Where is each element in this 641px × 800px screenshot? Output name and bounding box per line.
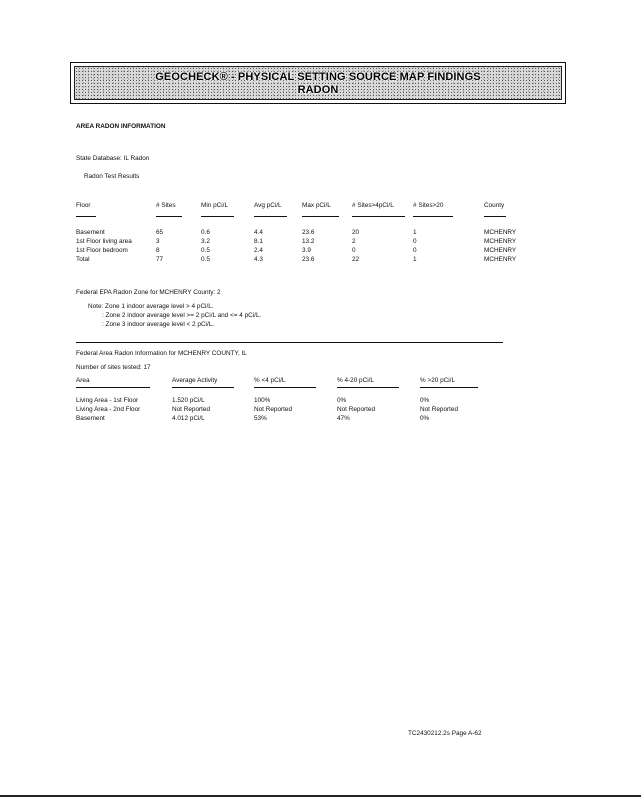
rule-sites: [156, 216, 182, 217]
cell-county: MCHENRY: [484, 256, 517, 263]
cell-area: Basement: [76, 415, 105, 422]
cell-min: 0.6: [201, 229, 210, 236]
col-lt4: % <4 pCi/L: [254, 377, 286, 384]
col-sites-4: # Sites>4pCi/L: [352, 202, 394, 209]
cell-max: 3.9: [302, 247, 311, 254]
cell-min: 3.2: [201, 238, 210, 245]
cell-area: Living Area - 1st Floor: [76, 397, 139, 404]
federal-title: Federal Area Radon Information for MCHENRY COUNTY, IL: [76, 350, 247, 357]
banner-title: GEOCHECK® - PHYSICAL SETTING SOURCE MAP FINDINGS: [155, 71, 481, 83]
cell-gt20: 0%: [420, 415, 430, 422]
state-database: State Database: IL Radon: [76, 155, 150, 162]
cell-county: MCHENRY: [484, 247, 517, 254]
cell-4-20: 0%: [337, 397, 347, 404]
cell-sites-20: 1: [413, 229, 417, 236]
epa-zone: Federal EPA Radon Zone for MCHENRY County: 2: [76, 289, 221, 296]
cell-avg: 2.4: [254, 247, 263, 254]
page-bottom-rule: [0, 795, 641, 797]
rule-avg: [254, 216, 287, 217]
cell-avg: 8.1: [254, 238, 263, 245]
cell-sites-4: 20: [352, 229, 360, 236]
rule-county: [484, 216, 506, 217]
col-average-activity: Average Activity: [172, 377, 218, 384]
rule-min: [201, 216, 234, 217]
cell-floor: 1st Floor living area: [76, 238, 132, 245]
rule-area: [76, 387, 150, 388]
cell-max: 23.6: [302, 229, 315, 236]
cell-average-activity: 1.520 pCi/L: [172, 397, 205, 404]
cell-sites-4: 2: [352, 238, 356, 245]
col-county: County: [484, 202, 505, 209]
cell-county: MCHENRY: [484, 238, 517, 245]
col-4-20: % 4-20 pCi/L: [337, 377, 374, 384]
cell-sites: 3: [156, 238, 160, 245]
cell-floor: 1st Floor bedroom: [76, 247, 128, 254]
cell-gt20: Not Reported: [420, 406, 459, 413]
col-sites-20: # Sites>20: [413, 202, 444, 209]
col-max: Max pCi/L: [302, 202, 331, 209]
title-banner: [70, 62, 566, 104]
col-sites: # Sites: [156, 202, 176, 209]
col-avg: Avg pCi/L: [254, 202, 282, 209]
cell-sites-20: 1: [413, 256, 417, 263]
page-footer: TC2430212.2s Page A-62: [408, 730, 482, 737]
cell-sites: 77: [156, 256, 164, 263]
col-area: Area: [76, 377, 90, 384]
cell-avg: 4.4: [254, 229, 263, 236]
cell-floor: Total: [76, 256, 90, 263]
rule-sites-4: [352, 216, 405, 217]
cell-lt4: 100%: [254, 397, 271, 404]
cell-sites: 65: [156, 229, 164, 236]
rule-floor: [76, 216, 96, 217]
section-divider: [76, 342, 503, 343]
cell-sites-4: 22: [352, 256, 360, 263]
sites-tested: Number of sites tested: 17: [76, 364, 151, 371]
cell-county: MCHENRY: [484, 229, 517, 236]
cell-average-activity: Not Reported: [172, 406, 211, 413]
cell-area: Living Area - 2nd Floor: [76, 406, 141, 413]
cell-sites-4: 0: [352, 247, 356, 254]
rule-4-20: [337, 387, 399, 388]
cell-lt4: Not Reported: [254, 406, 293, 413]
note-zone2: : Zone 2 indoor average level >= 2 pCi/L and <= 4 pCi/L.: [102, 312, 262, 319]
cell-avg: 4.3: [254, 256, 263, 263]
cell-sites: 8: [156, 247, 160, 254]
cell-sites-20: 0: [413, 247, 417, 254]
rule-average-activity: [172, 387, 234, 388]
cell-gt20: 0%: [420, 397, 430, 404]
col-min: Min pCi/L: [201, 202, 228, 209]
cell-4-20: Not Reported: [337, 406, 376, 413]
cell-average-activity: 4.012 pCi/L: [172, 415, 205, 422]
rule-gt20: [420, 387, 478, 388]
cell-max: 23.6: [302, 256, 315, 263]
results-title: Radon Test Results: [84, 173, 140, 180]
note-zone1: Note: Zone 1 indoor average level > 4 pCi/L.: [88, 303, 214, 310]
note-zone3: : Zone 3 indoor average level < 2 pCi/L.: [102, 321, 215, 328]
banner-subtitle: RADON: [297, 84, 339, 96]
col-floor: Floor: [76, 202, 91, 209]
rule-max: [302, 216, 339, 217]
cell-lt4: 53%: [254, 415, 267, 422]
cell-floor: Basement: [76, 229, 105, 236]
cell-sites-20: 0: [413, 238, 417, 245]
cell-4-20: 47%: [337, 415, 350, 422]
col-gt20: % >20 pCi/L: [420, 377, 455, 384]
rule-lt4: [254, 387, 316, 388]
cell-min: 0.5: [201, 247, 210, 254]
section-title: AREA RADON INFORMATION: [76, 123, 166, 130]
rule-sites-20: [413, 216, 453, 217]
cell-max: 13.2: [302, 238, 315, 245]
cell-min: 0.5: [201, 256, 210, 263]
